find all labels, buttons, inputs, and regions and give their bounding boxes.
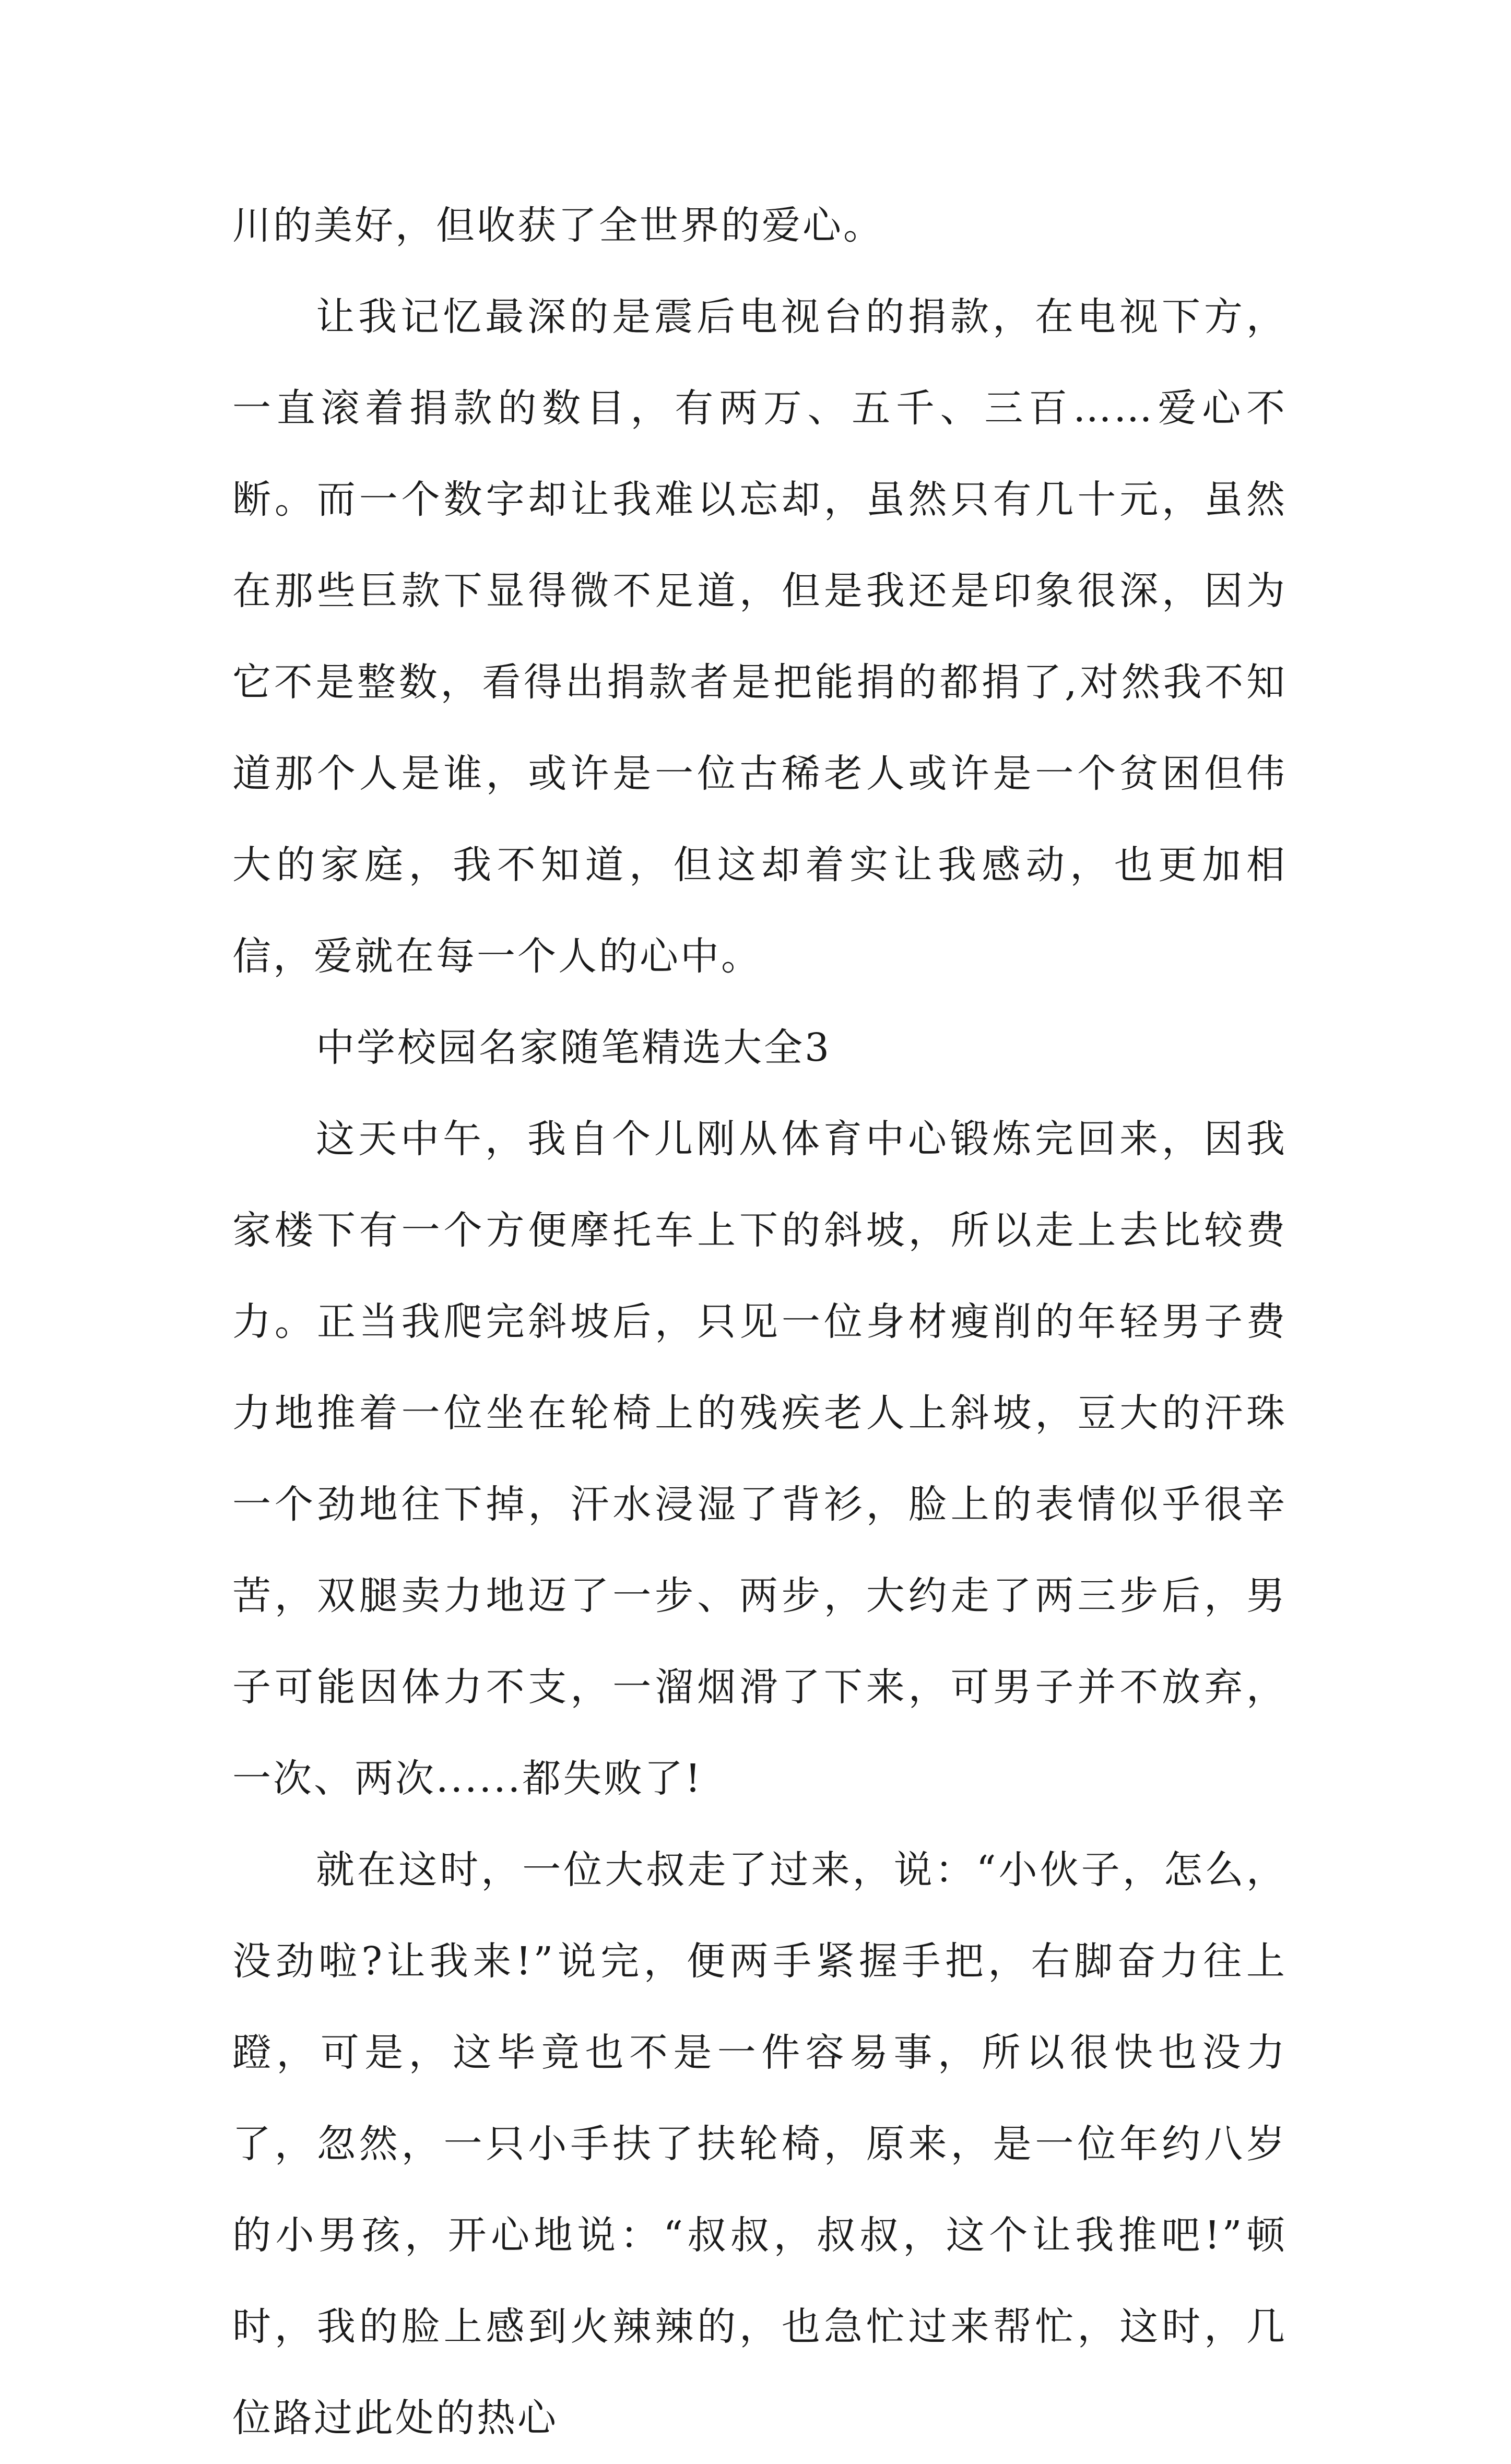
section-heading: 中学校园名家随笔精选大全3 [316, 1025, 832, 1070]
paragraph-wheelchair-slope: 这天中午，我自个儿刚从体育中心锻炼完回来，因我家楼下有一个方便摩托车上下的斜坡，所以走上去比较费力。正当我爬完斜坡后，只见一位身材瘦削的年轻男子费力地推着一位坐在轮椅上的残疾老人上斜坡，豆大的汗珠一个劲地往下掉，汗水浸湿了背衫，脸上的表情似乎很辛苦，双腿卖力地迈了一步、两步，大约走了两三步后，男子可能因体力不支，一溜烟滑了下来，可男子并不放弃，一次、两次......都失败了! [232, 1117, 1287, 1801]
document-page [232, 180, 1287, 2464]
paragraph-helpers: 就在这时，一位大叔走了过来，说：“小伙子，怎么，没劲啦?让我来!”说完，便两手紧握手把，右脚奋力往上蹬，可是，这毕竟也不是一件容易事，所以很快也没力了，忽然，一只小手扶了扶轮椅，原来，是一位年约八岁的小男孩，开心地说：“叔叔，叔叔，这个让我推吧!”顿时，我的脸上感到火辣辣的，也急忙过来帮忙，这时，几位路过此处的热心 [232, 1847, 1287, 2441]
paragraph-donation-memory: 让我记忆最深的是震后电视台的捐款，在电视下方，一直滚着捐款的数目，有两万、五千、三百……爱心不断。而一个数字却让我难以忘却，虽然只有几十元，虽然在那些巨款下显得微不足道，但是我还是印象很深，因为它不是整数，看得出捐款者是把能捐的都捐了,对然我不知道那个人是谁，或许是一位古稀老人或许是一个贫困但伟大的家庭，我不知道，但这却着实让我感动，也更加相信，爱就在每一个人的心中。 [232, 294, 1287, 979]
paragraph-continuation: 川的美好，但收获了全世界的爱心。 [232, 203, 884, 248]
